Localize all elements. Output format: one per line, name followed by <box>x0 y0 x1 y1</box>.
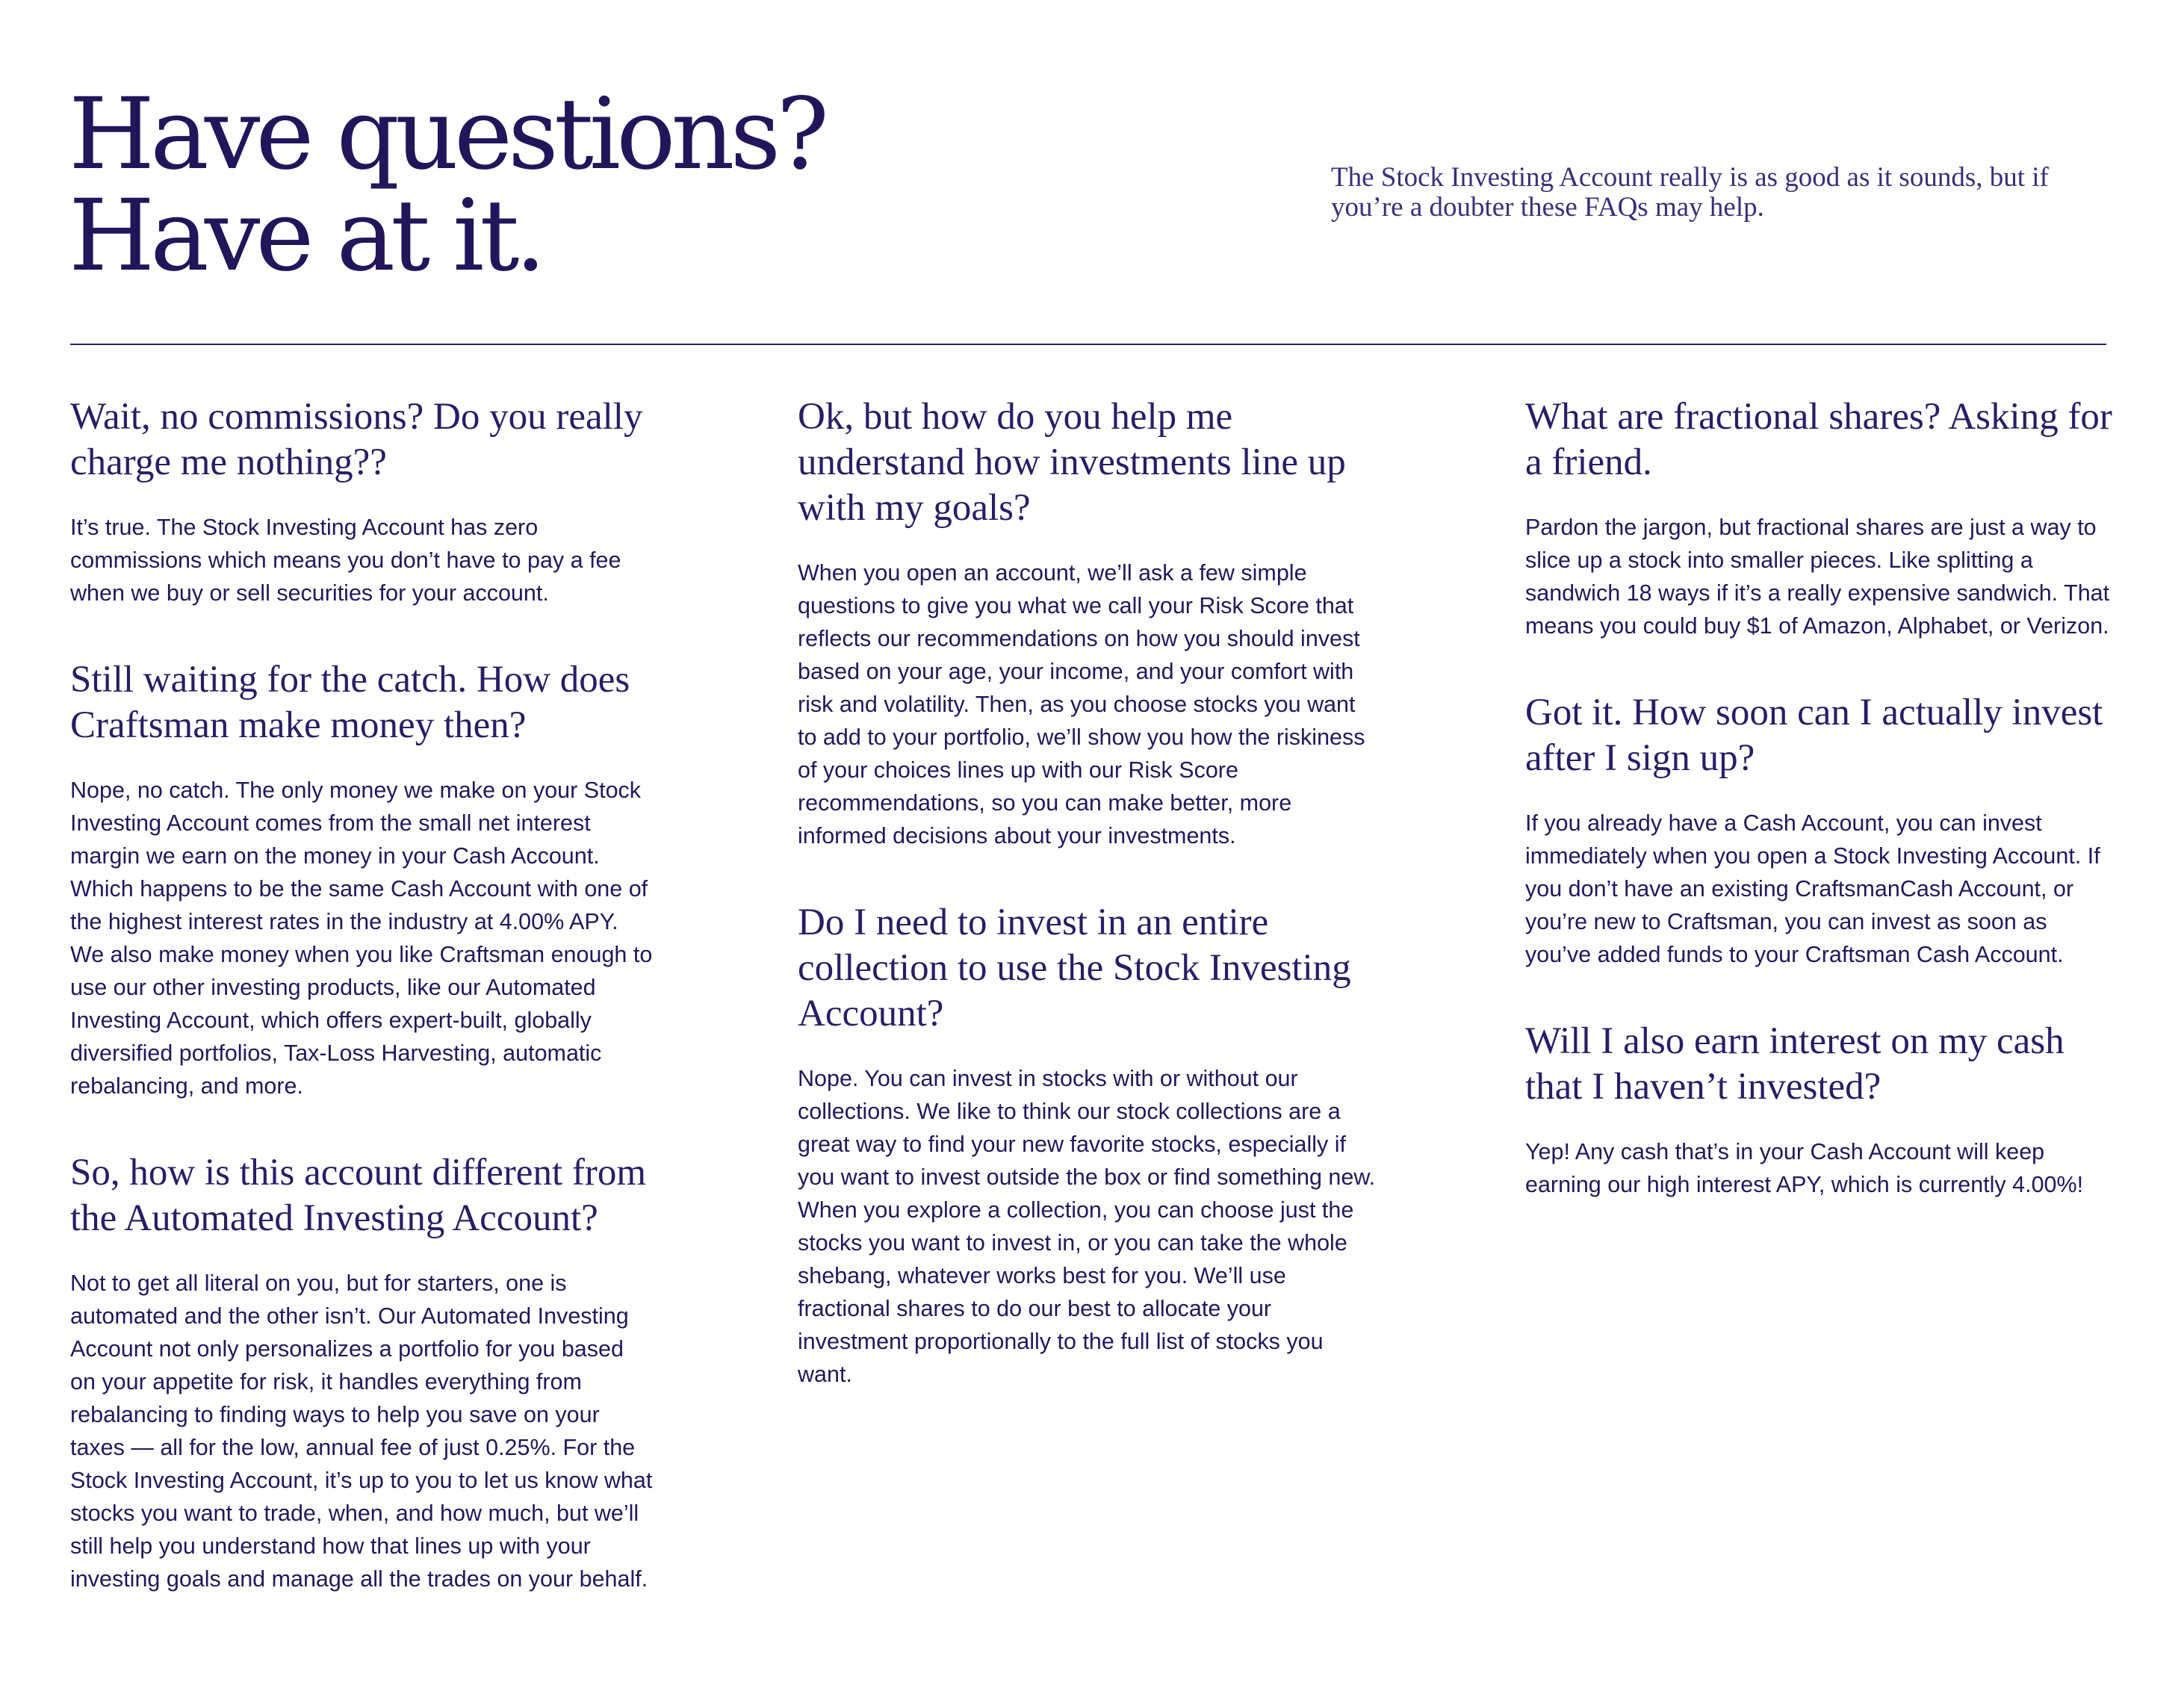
faq-item <box>1525 1019 2115 1201</box>
faq-item <box>1525 394 2115 642</box>
faq-item <box>70 1150 653 1595</box>
faq-question: Still waiting for the catch. How does Craftsman make money then? <box>70 659 630 746</box>
page-headline <box>69 77 825 294</box>
faq-answer: It’s true. The Stock Investing Account has zero commissions which means you don’t have to pay a fee when we buy or sell securities for your account. <box>70 515 621 606</box>
faq-answer: Nope, no catch. The only money we make on your Stock Investing Account comes from the small net interest margin we earn on the money in your Cash Account. Which happens to be the same Cash Account with one of the highest interest rates in the industry at 4.00% APY. We also make money when you like Craftsman enough to use our other investing products, like our Automated Investing Account, which offers expert-built, globally diversified portfolios, Tax-Loss Harvesting, automatic rebalancing, and more. <box>70 778 653 1099</box>
faq-answer: Yep! Any cash that’s in your Cash Account will keep earning our high interest APY, which is currently 4.00%! <box>1525 1139 2084 1197</box>
faq-answer: Not to get all literal on you, but for starters, one is automated and the other isn’t. Our Automated Investing Account not only personalizes a portfolio for you based on your appetite for risk, it handles everything from rebalancing to finding ways to help you save on your taxes — all for the low, annual fee of just 0.25%. For the Stock Investing Account, it’s up to you to let us know what stocks you want to trade, when, and how much, but we’ll still help you understand how that lines up with your investing goals and manage all the trades on your behalf. <box>70 1270 653 1592</box>
faq-item <box>798 394 1380 852</box>
header-divider <box>70 344 2106 345</box>
faq-question: Will I also earn interest on my cash that I haven’t invested? <box>1525 1020 2064 1108</box>
faq-item <box>70 657 653 1102</box>
faq-answer: Pardon the jargon, but fractional shares are just a way to slice up a stock into smaller pieces. Like splitting a sandwich 18 ways if it’s a really expensive sandwich. That means you could buy $1 of Amazon, Alphabet, or Verizon. <box>1525 515 2110 639</box>
faq-question: Ok, but how do you help me understand how investments line up with my goals? <box>798 396 1346 529</box>
faq-question: Got it. How soon can I actually invest after I sign up? <box>1525 692 2103 779</box>
faq-question: What are fractional shares? Asking for a friend. <box>1525 396 2112 483</box>
faq-column-2 <box>798 394 1380 1439</box>
faq-column-3 <box>1525 394 2115 1249</box>
faq-answer: When you open an account, we’ll ask a few simple questions to give you what we call your Risk Score that reflects our recommendations on how you should invest based on your age, your income, and your comfort with risk and volatility. Then, as you choose stocks you want to add to your portfolio, we’ll show you how the riskiness of your choices lines up with our Risk Score recommendations, so you can make better, more informed decisions about your investments. <box>798 560 1365 848</box>
faq-answer: Nope. You can invest in stocks with or without our collections. We like to think our stock collections are a great way to find your new favorite stocks, especially if you want to invest outside the box or find something new. When you explore a collection, you can choose just the stocks you want to invest in, or you can take the whole shebang, whatever works best for you. We’ll use fractional shares to do our best to allocate your investment proportionally to the full list of stocks you want. <box>798 1066 1376 1387</box>
faq-answer: If you already have a Cash Account, you can invest immediately when you open a Stock Investing Account. If you don’t have an existing CraftsmanCash Account, or you’re new to Craftsman, you can invest as soon as you’ve added funds to your Craftsman Cash Account. <box>1525 810 2100 967</box>
headline-line-1: Have questions? <box>69 77 825 192</box>
faq-column-1 <box>70 394 653 1643</box>
faq-item <box>798 900 1380 1391</box>
faq-item <box>1525 690 2115 971</box>
faq-item <box>70 394 653 609</box>
intro-text: The Stock Investing Account really is as good as it sounds, but if you’re a doubter these FAQs may help. <box>1331 162 2049 223</box>
headline-line-2: Have at it. <box>69 179 542 294</box>
faq-question: Do I need to invest in an entire collection to use the Stock Investing Account? <box>798 902 1351 1034</box>
faq-question: So, how is this account different from the Automated Investing Account? <box>70 1152 647 1239</box>
faq-question: Wait, no commissions? Do you really charge me nothing?? <box>70 396 643 483</box>
